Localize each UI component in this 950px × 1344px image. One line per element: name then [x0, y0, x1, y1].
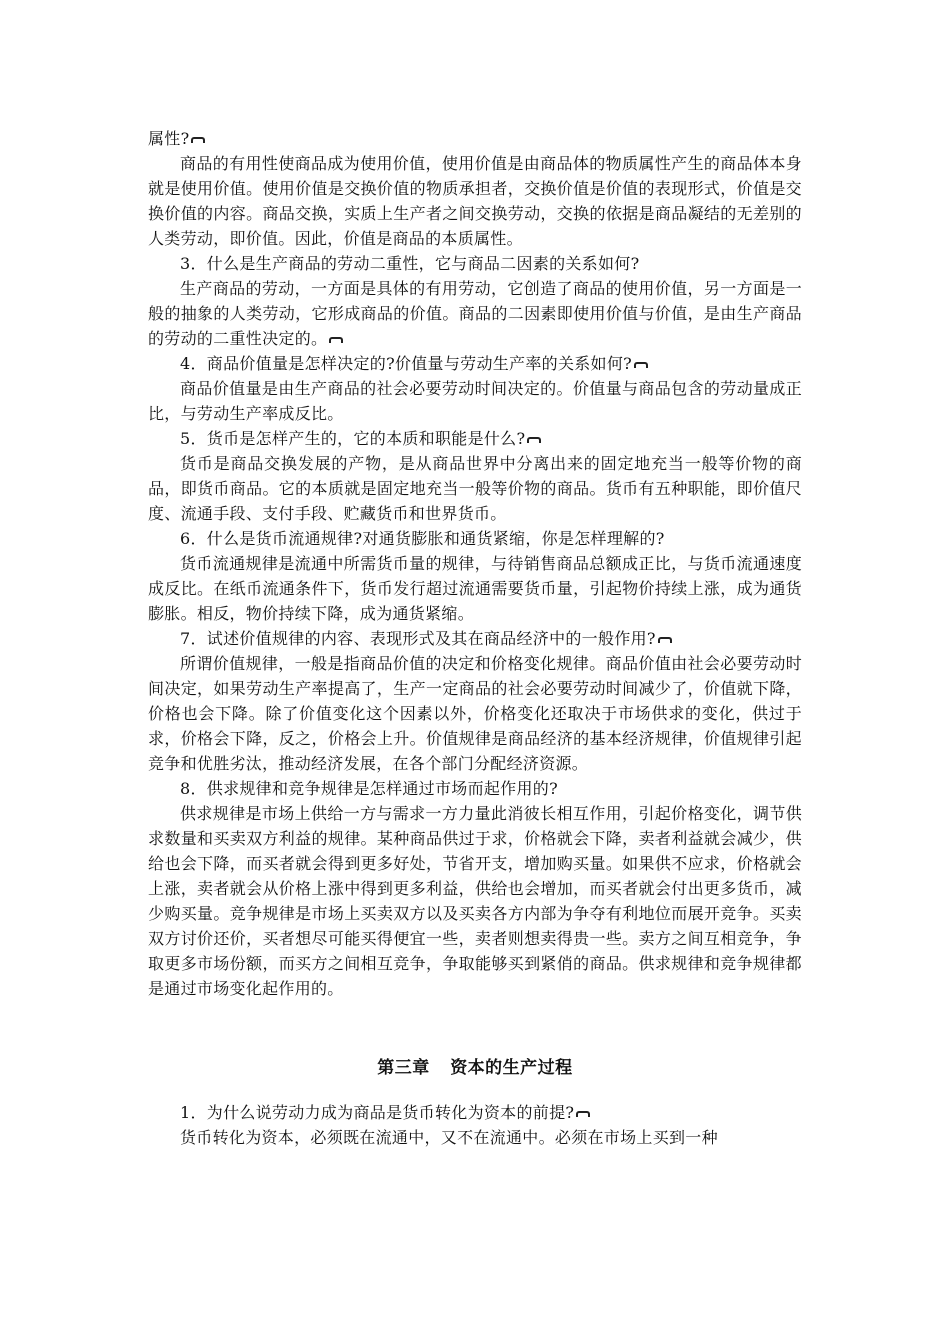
bracket-mark-icon — [527, 437, 541, 443]
answer-5 — [148, 451, 802, 526]
paragraph-0 — [148, 126, 802, 151]
paragraph-text: 6．什么是货币流通规律?对通货膨胀和通货紧缩，你是怎样理解的? — [180, 529, 665, 548]
chapter3-question-1 — [148, 1100, 802, 1125]
paragraph-text: 货币转化为资本，必须既在流通中，又不在流通中。必须在市场上买到一种 — [180, 1128, 718, 1147]
paragraph-text: 7．试述价值规律的内容、表现形式及其在商品经济中的一般作用? — [180, 629, 656, 648]
section-chapter-three — [148, 1100, 802, 1150]
paragraph-text: 8．供求规律和竞争规律是怎样通过市场而起作用的? — [180, 779, 558, 798]
chapter-heading — [148, 1053, 802, 1078]
chapter-title: 资本的生产过程 — [450, 1058, 573, 1078]
question-3 — [148, 251, 802, 276]
bracket-mark-icon — [658, 637, 672, 643]
paragraph-text: 生产商品的劳动，一方面是具体的有用劳动，它创造了商品的使用价值，另一方面是一般的抽象的人类劳动，它形成商品的价值。商品的二因素即使用价值与价值，是由生产商品的劳动的二重性决定的。 — [148, 279, 802, 348]
paragraph-text: 供求规律是市场上供给一方与需求一方力量此消彼长相互作用，引起价格变化，调节供求数量和买卖双方利益的规律。某种商品供过于求，价格就会下降，卖者利益就会减少，供给也会下降，而买者就会得到更多好处，节省开支，增加购买量。如果供不应求，价格就会上涨，卖者就会从价格上涨中得到更多利益，供给也会增加，而买者就会付出更多货币，减少购买量。竞争规律是市场上买卖双方以及买卖各方内部为争夺有利地位而展开竞争。买卖双方讨价还价，买者想尽可能买得便宜一些，卖者则想卖得贵一些。卖方之间互相竞争，争取更多市场份额，而买方之间相互竞争，争取能够买到紧俏的商品。供求规律和竞争规律都是通过市场变化起作用的。 — [148, 804, 802, 998]
section-part-one — [148, 126, 802, 1001]
paragraph-text: 属性? — [148, 129, 190, 148]
question-8 — [148, 776, 802, 801]
answer-7 — [148, 651, 802, 776]
chapter-number: 第三章 — [377, 1058, 430, 1078]
question-6 — [148, 526, 802, 551]
bracket-mark-icon — [329, 337, 343, 343]
paragraph-text: 5．货币是怎样产生的，它的本质和职能是什么? — [180, 429, 526, 448]
answer-4 — [148, 376, 802, 426]
question-4 — [148, 351, 802, 376]
paragraph-text: 4．商品价值量是怎样决定的?价值量与劳动生产率的关系如何? — [180, 354, 633, 373]
paragraph-text: 货币是商品交换发展的产物，是从商品世界中分离出来的固定地充当一般等价物的商品，即货币商品。它的本质就是固定地充当一般等价物的商品。货币有五种职能，即价值尺度、流通手段、支付手段、贮藏货币和世界货币。 — [148, 454, 802, 523]
paragraph-text: 商品的有用性使商品成为使用价值，使用价值是由商品体的物质属性产生的商品体本身就是使用价值。使用价值是交换价值的物质承担者，交换价值是价值的表现形式，价值是交换价值的内容。商品交换，实质上生产者之间交换劳动，交换的依据是商品凝结的无差别的人类劳动，即价值。因此，价值是商品的本质属性。 — [148, 154, 802, 248]
paragraph-text: 所谓价值规律，一般是指商品价值的决定和价格变化规律。商品价值由社会必要劳动时间决定，如果劳动生产率提高了，生产一定商品的社会必要劳动时间减少了，价值就下降，价格也会下降。除了价值变化这个因素以外，价格变化还取决于市场供求的变化，供过于求，价格会下降，反之，价格会上升。价值规律是商品经济的基本经济规律，价值规律引起竞争和优胜劣汰，推动经济发展，在各个部门分配经济资源。 — [148, 654, 802, 773]
chapter3-answer-1 — [148, 1125, 802, 1150]
answer-6 — [148, 551, 802, 626]
paragraph-text: 1．为什么说劳动力成为商品是货币转化为资本的前提? — [180, 1103, 575, 1122]
paragraph-text: 3．什么是生产商品的劳动二重性，它与商品二因素的关系如何? — [180, 254, 640, 273]
answer-3 — [148, 276, 802, 351]
paragraph-text: 商品价值量是由生产商品的社会必要劳动时间决定的。价值量与商品包含的劳动量成正比，与劳动生产率成反比。 — [148, 379, 802, 423]
bracket-mark-icon — [634, 362, 648, 368]
paragraph-1 — [148, 151, 802, 251]
bracket-mark-icon — [191, 137, 205, 143]
question-5 — [148, 426, 802, 451]
paragraph-text: 货币流通规律是流通中所需货币量的规律，与待销售商品总额成正比，与货币流通速度成反比。在纸币流通条件下，货币发行超过流通需要货币量，引起物价持续上涨，成为通货膨胀。相反，物价持续下降，成为通货紧缩。 — [148, 554, 802, 623]
question-7 — [148, 626, 802, 651]
answer-8 — [148, 801, 802, 1001]
bracket-mark-icon — [576, 1111, 590, 1117]
